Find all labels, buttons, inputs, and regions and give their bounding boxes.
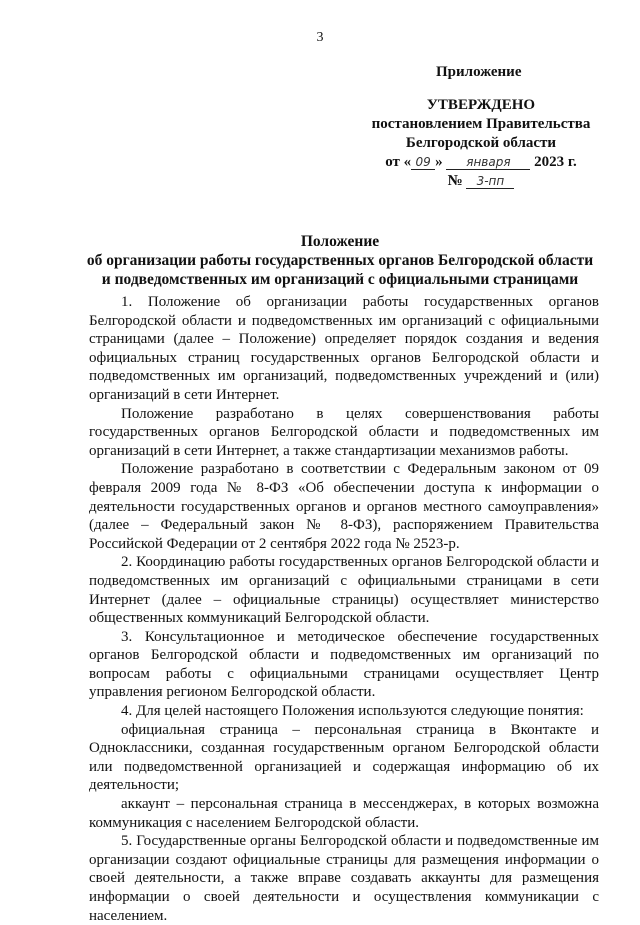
paragraph-1: 1. Положение об организации работы государственных органов Белгородской области и подведомственных им организаций с официальными страницами (далее – Положение) определяет порядок создания и ведения официальных страниц государственных органов Белгородской области и подведомственных им организаций, подведомственных учреждений и (или) организаций в сети Интернет. bbox=[89, 294, 599, 403]
paragraph-2: Положение разработано в целях совершенствования работы государственных органов Белгородской области и подведомственных им организаций в сети Интернет, а также стандартизации механизмов работы. bbox=[89, 405, 599, 459]
document-title bbox=[80, 232, 600, 289]
approved-heading: УТВЕРЖДЕНО bbox=[426, 97, 536, 113]
date-year: 2023 г. bbox=[534, 154, 577, 170]
paragraph-9: 5. Государственные органы Белгородской области и подведомственные им организации создают официальные страницы для размещения информации о своей деятельности, а также вправе создавать аккаунты для размещения информации о своей деятельности и осуществления коммуникации с населением. bbox=[89, 833, 599, 924]
date-mid: » bbox=[435, 154, 443, 170]
document-body bbox=[89, 293, 599, 925]
title-line-2: об организации работы государственных органов Белгородской области bbox=[86, 252, 594, 269]
approved-by: постановлением Правительства bbox=[371, 116, 591, 132]
approval-number bbox=[365, 172, 597, 191]
date-day: 09 bbox=[411, 155, 435, 170]
page-number: 3 bbox=[316, 30, 324, 45]
approval-date bbox=[365, 153, 597, 172]
appendix-label: Приложение bbox=[436, 64, 522, 80]
title-line-3: и подведомственных им организаций с официальными страницами bbox=[101, 271, 579, 288]
paragraph-8: аккаунт – персональная страница в мессенджерах, в которых возможна коммуникация с населением Белгородской области. bbox=[89, 796, 599, 831]
approved-region: Белгородской области bbox=[405, 135, 557, 151]
paragraph-4: 2. Координацию работы государственных органов Белгородской области и подведомственных им организаций с официальными страницами в сети Интернет (далее – официальные страницы) осуществляет министерство общественных коммуникаций Белгородской области. bbox=[89, 554, 599, 627]
number-value: 3-пп bbox=[466, 174, 514, 189]
title-line-1: Положение bbox=[300, 233, 380, 250]
paragraph-7: официальная страница – персональная страница в Вконтакте и Одноклассники, созданная государственным органом Белгородской области или подведомственной организацией и содержащая информацию об их деятельности; bbox=[89, 721, 599, 794]
paragraph-6: 4. Для целей настоящего Положения используются следующие понятия: bbox=[121, 703, 584, 720]
number-prefix: № bbox=[447, 173, 463, 189]
paragraph-5: 3. Консультационное и методическое обеспечение государственных органов Белгородской области и подведомственных им организаций по вопросам работы с официальными страницами осуществляет Центр управления регионом Белгородской области. bbox=[89, 628, 599, 701]
date-prefix: от « bbox=[385, 154, 412, 170]
approval-block bbox=[365, 96, 597, 191]
date-month: января bbox=[446, 155, 530, 170]
paragraph-3: Положение разработано в соответствии с Федеральным законом от 09 февраля 2009 года № 8-ФЗ «Об обеспечении доступа к информации о деятельности государственных органов и органов местного самоуправления» (далее – Федеральный закон № 8-ФЗ), распоряжением Правительства Российской Федерации от 2 сентября 2022 года № 2523-р. bbox=[89, 461, 599, 552]
